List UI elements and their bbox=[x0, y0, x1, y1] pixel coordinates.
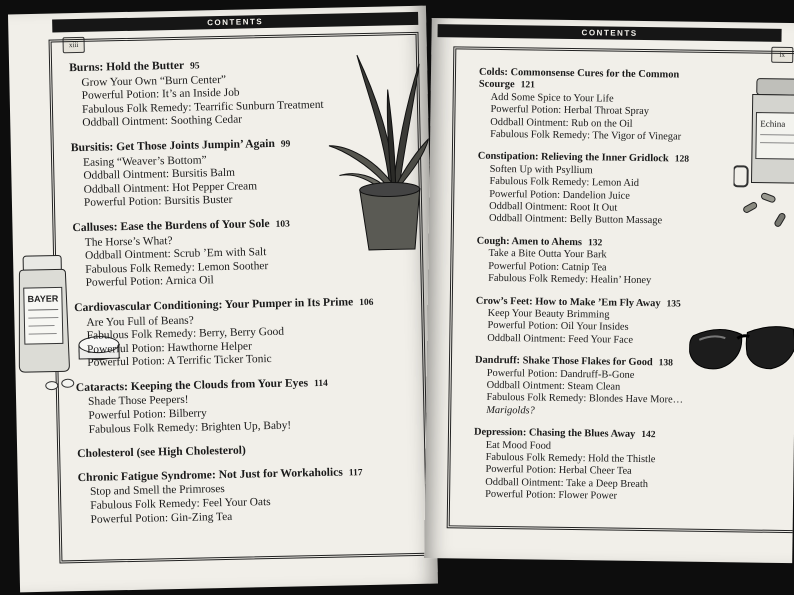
toc-subitem: Keep Your Beauty Brimming bbox=[487, 307, 610, 321]
toc-entry bbox=[78, 464, 409, 527]
toc-subitem: Oddball Ointment: Bursitis Balm bbox=[83, 166, 236, 183]
toc-subitem: Fabulous Folk Remedy: The Vigor of Vinegar bbox=[490, 128, 682, 143]
entry-title-text: Burns: Hold the Butter bbox=[68, 58, 185, 75]
right-page-number: ix bbox=[771, 47, 793, 63]
left-header-band: CONTENTS bbox=[52, 12, 418, 33]
toc-subitem: Shade Those Peepers! bbox=[88, 394, 189, 409]
left-page-number: xiii bbox=[62, 37, 84, 53]
right-table-of-contents bbox=[473, 67, 711, 515]
toc-subitem: Powerful Potion: Herbal Throat Spray bbox=[490, 104, 650, 118]
entry-page-number: 117 bbox=[348, 467, 363, 479]
toc-subitem: Fabulous Folk Remedy: Lemon Aid bbox=[489, 176, 640, 190]
left-page bbox=[8, 6, 438, 593]
entry-page-number: 95 bbox=[190, 61, 200, 72]
toc-subitem: Fabulous Folk Remedy: Hold the Thistle bbox=[485, 451, 656, 466]
entry-title-text: Cough: Amen to Ahems bbox=[476, 235, 583, 249]
toc-subitem: Oddball Ointment: Steam Clean bbox=[486, 379, 621, 393]
right-header-band: CONTENTS bbox=[438, 24, 782, 42]
entry-page-number: 99 bbox=[280, 139, 291, 150]
toc-entry bbox=[473, 427, 706, 505]
toc-subitem: Oddball Ointment: Hot Pepper Cream bbox=[83, 180, 258, 196]
entry-page-number: 142 bbox=[641, 430, 656, 441]
entry-title-text: Calluses: Ease the Burdens of Your Sole bbox=[72, 216, 270, 235]
subitem-text: Fabulous Folk Remedy: Blondes Have More… bbox=[486, 392, 684, 406]
toc-subitem: Take a Bite Outta Your Bark bbox=[488, 248, 607, 261]
entry-title-text: Constipation: Relieving the Inner Gridlock bbox=[477, 151, 669, 165]
toc-subitem: Oddball Ointment: Root It Out bbox=[489, 200, 618, 214]
right-page bbox=[424, 18, 794, 563]
entry-title-text: Cholesterol (see bbox=[77, 445, 159, 461]
supplement-jar-illustration bbox=[733, 76, 794, 247]
cross-reference-link: High Cholesterol bbox=[157, 443, 243, 459]
toc-subitem: Powerful Potion: Oil Your Insides bbox=[487, 320, 629, 334]
entry-title-text: Depression: Chasing the Blues Away bbox=[473, 426, 636, 441]
toc-subitem: Powerful Potion: It’s an Inside Job bbox=[81, 86, 240, 103]
toc-subitem: Are You Full of Beans? bbox=[86, 314, 194, 329]
toc-subitem: Powerful Potion: Hawthorne Helper bbox=[86, 340, 252, 356]
toc-entry-title bbox=[479, 67, 711, 95]
toc-subitem: Powerful Potion: Gin-Zing Tea bbox=[90, 510, 233, 526]
toc-subitem: Powerful Potion: Catnip Tea bbox=[488, 260, 607, 274]
entry-title-text: Cataracts: Keeping the Clouds from Your Eyes bbox=[75, 376, 309, 394]
toc-subitem: Powerful Potion: Dandruff-B-Gone bbox=[486, 367, 635, 381]
toc-subitem: Oddball Ointment: Belly Button Massage bbox=[488, 213, 663, 227]
toc-subitem: Fabulous Folk Remedy: Berry, Berry Good bbox=[86, 325, 285, 342]
toc-entry bbox=[475, 295, 708, 348]
toc-entry bbox=[72, 214, 403, 291]
toc-subitem: The Horse’s What? bbox=[84, 234, 173, 249]
toc-subitem: Fabulous Folk Remedy: Brighten Up, Baby! bbox=[88, 419, 292, 436]
toc-subitem: Powerful Potion: Herbal Cheer Tea bbox=[485, 464, 632, 478]
entry-title-text: Chronic Fatigue Syndrome: Not Just for Workaholics bbox=[77, 465, 343, 484]
toc-entry bbox=[478, 67, 711, 145]
entry-page-number: 128 bbox=[674, 154, 690, 166]
toc-subitem: Powerful Potion: Flower Power bbox=[485, 489, 618, 502]
toc-subitem: Oddball Ointment: Scrub ’Em with Salt bbox=[84, 246, 267, 263]
toc-subitem: Powerful Potion: Arnica Oil bbox=[85, 274, 214, 290]
entry-page-number: 103 bbox=[275, 219, 290, 230]
toc-entry bbox=[476, 236, 709, 289]
bottle-label-text: BAYER bbox=[27, 293, 59, 305]
toc-entry bbox=[77, 440, 407, 461]
entry-page-number: 121 bbox=[520, 80, 535, 91]
entry-title-text: Bursitis: Get Those Joints Jumpin’ Again bbox=[70, 136, 275, 155]
toc-subitem: Stop and Smell the Primroses bbox=[89, 483, 225, 499]
toc-entry-title bbox=[77, 440, 407, 461]
toc-subitem: Grow Your Own “Burn Center” bbox=[81, 73, 227, 89]
toc-subitem: Fabulous Folk Remedy: Feel Your Oats bbox=[90, 496, 271, 512]
toc-subitem: Add Some Spice to Your Life bbox=[490, 91, 614, 105]
toc-subitem: Oddball Ointment: Soothing Cedar bbox=[82, 113, 243, 130]
entry-page-number: 132 bbox=[587, 238, 603, 249]
toc-subitem: Fabulous Folk Remedy: Lemon Soother bbox=[85, 259, 269, 276]
toc-subitem: Powerful Potion: A Terrific Ticker Tonic bbox=[87, 353, 272, 370]
toc-entry bbox=[474, 355, 707, 420]
toc-subitem: Powerful Potion: Bilberry bbox=[88, 407, 207, 422]
entry-page-number: 114 bbox=[313, 378, 328, 389]
toc-entry bbox=[71, 134, 402, 211]
entry-title-text: Dandruff: Shake Those Flakes for Good bbox=[474, 354, 653, 369]
entry-title-text: Crow’s Feet: How to Make ’Em Fly Away bbox=[475, 295, 661, 309]
toc-subitem: Easing “Weaver’s Bottom” bbox=[82, 153, 207, 169]
entry-title-end: ) bbox=[241, 443, 246, 457]
toc-subitem: Powerful Potion: Dandelion Juice bbox=[489, 188, 630, 202]
left-table-of-contents bbox=[69, 54, 409, 537]
subitem-italic-text: Marigolds? bbox=[486, 404, 535, 417]
entry-title-text: Colds: Commonsense Cures for the Common Scourge bbox=[478, 66, 680, 91]
toc-subitem: Fabulous Folk Remedy: Healin’ Honey bbox=[488, 272, 652, 287]
toc-entry bbox=[477, 151, 710, 229]
toc-subitem bbox=[474, 392, 706, 420]
toc-subitem: Oddball Ointment: Take a Deep Breath bbox=[485, 476, 649, 490]
toc-entry bbox=[76, 374, 407, 437]
toc-subitem: Oddball Ointment: Feed Your Face bbox=[487, 332, 634, 346]
toc-subitem: Soften Up with Psyllium bbox=[489, 163, 593, 177]
toc-subitem: Eat Mood Food bbox=[485, 439, 552, 452]
entry-page-number: 135 bbox=[666, 298, 681, 310]
toc-entry bbox=[74, 294, 405, 371]
entry-title-text: Cardiovascular Conditioning: Your Pumper in Its Prime bbox=[74, 295, 354, 315]
jar-label-text: Echina bbox=[760, 118, 786, 129]
toc-subitem: Powerful Potion: Bursitis Buster bbox=[83, 194, 233, 210]
toc-subitem: Fabulous Folk Remedy: Tearrific Sunburn Treatment bbox=[81, 98, 324, 116]
entry-page-number: 138 bbox=[658, 358, 674, 369]
entry-page-number: 106 bbox=[359, 297, 374, 309]
toc-subitem: Oddball Ointment: Rub on the Oil bbox=[490, 116, 633, 130]
toc-entry bbox=[69, 54, 400, 131]
